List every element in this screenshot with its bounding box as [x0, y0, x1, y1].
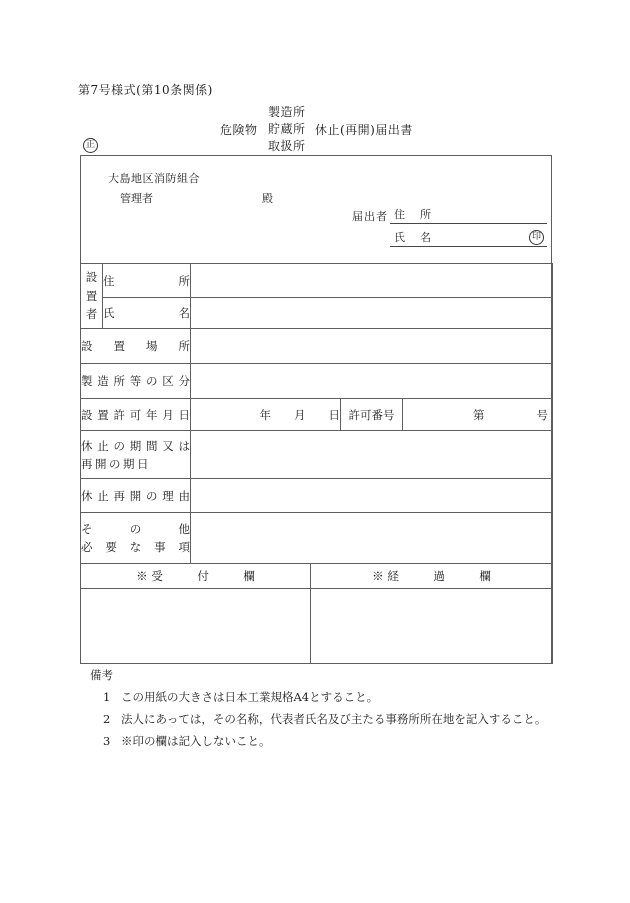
notifier-name-line [390, 229, 547, 247]
facility-type-manufacturing: 製造所 [268, 105, 306, 119]
seal-mark-circled-in-icon: 印 [529, 230, 544, 245]
title-category: 危険物 [220, 123, 258, 137]
note-item-2 [103, 712, 586, 726]
copy-mark-circled-sei-icon: 正 [83, 138, 98, 153]
addressee-organization: 大島地区消防組合 [108, 172, 200, 185]
other-items-label-cell [81, 513, 191, 564]
installer-address-value-cell [191, 264, 553, 298]
form-header [81, 156, 551, 263]
permit-no-value-cell [403, 399, 553, 431]
progress-column-header: ※ 経 過 欄 [311, 564, 553, 589]
reason-value-cell [191, 479, 553, 513]
suspension-period-label-cell [81, 431, 191, 479]
note-text: この用紙の大きさは日本工業規格A4とすること。 [121, 690, 379, 704]
location-label-cell: 設 置 場 所 [81, 329, 191, 364]
notes-heading: 備考 [90, 668, 113, 682]
permit-date-label-cell: 設置許可年月日 [81, 399, 191, 431]
note-text: ※印の欄は記入しないこと。 [121, 734, 271, 748]
facility-type-stack [268, 104, 306, 155]
permit-no-label-cell: 許可番号 [341, 399, 403, 431]
other-label-line1: そ の 他 [81, 522, 190, 536]
notifier-address-label: 住 所 [394, 208, 433, 221]
note-item-3 [103, 734, 586, 748]
form-table [80, 263, 553, 664]
permit-no-suffix: 号 [536, 407, 548, 422]
note-text: 法人にあっては，その名称，代表者氏名及び主たる事務所所在地を記入すること。 [121, 712, 547, 726]
installer-address-label-cell: 住 所 [103, 264, 191, 298]
suspension-period-value-cell [191, 431, 553, 479]
installer-name-value-cell [191, 298, 553, 329]
addressee-honorific: 殿 [262, 192, 273, 205]
note-number: 1 [103, 690, 111, 704]
form-title: 休止(再開)届出書 [315, 123, 413, 137]
suspension-label-line2: 再開の期日 [81, 456, 151, 471]
note-item-1 [103, 690, 586, 704]
form-body [80, 155, 552, 664]
note-number: 3 [103, 734, 111, 748]
other-label-line2: 必要な事項 [81, 540, 190, 554]
facility-type-storage: 貯蔵所 [268, 122, 306, 136]
addressee-title: 管理者 [120, 192, 153, 205]
category-label-cell: 製造所等の区分 [81, 364, 191, 399]
installer-name-label-cell: 氏 名 [103, 298, 191, 329]
facility-type-handling: 取扱所 [268, 139, 306, 153]
installer-header-cell: 設置者 [81, 264, 103, 329]
permit-no-prefix: 第 [473, 407, 485, 422]
notifier-label: 届出者 [352, 210, 388, 223]
notes-section [90, 668, 586, 748]
form-code: 第7号様式(第10条関係) [78, 83, 213, 97]
location-value-cell [191, 329, 553, 364]
category-value-cell [191, 364, 553, 399]
notifier-address-line [390, 206, 547, 224]
note-number: 2 [103, 712, 111, 726]
suspension-label-line1: 休止の期間又は [81, 438, 190, 453]
notifier-name-label: 氏 名 [394, 231, 433, 244]
reason-label-cell: 休止再開の理由 [81, 479, 191, 513]
reception-column-header: ※ 受 付 欄 [81, 564, 311, 589]
other-items-value-cell [191, 513, 553, 564]
permit-date-value-cell: 年 月 日 [191, 399, 341, 431]
reception-column-cell [81, 589, 311, 664]
progress-column-cell [311, 589, 553, 664]
